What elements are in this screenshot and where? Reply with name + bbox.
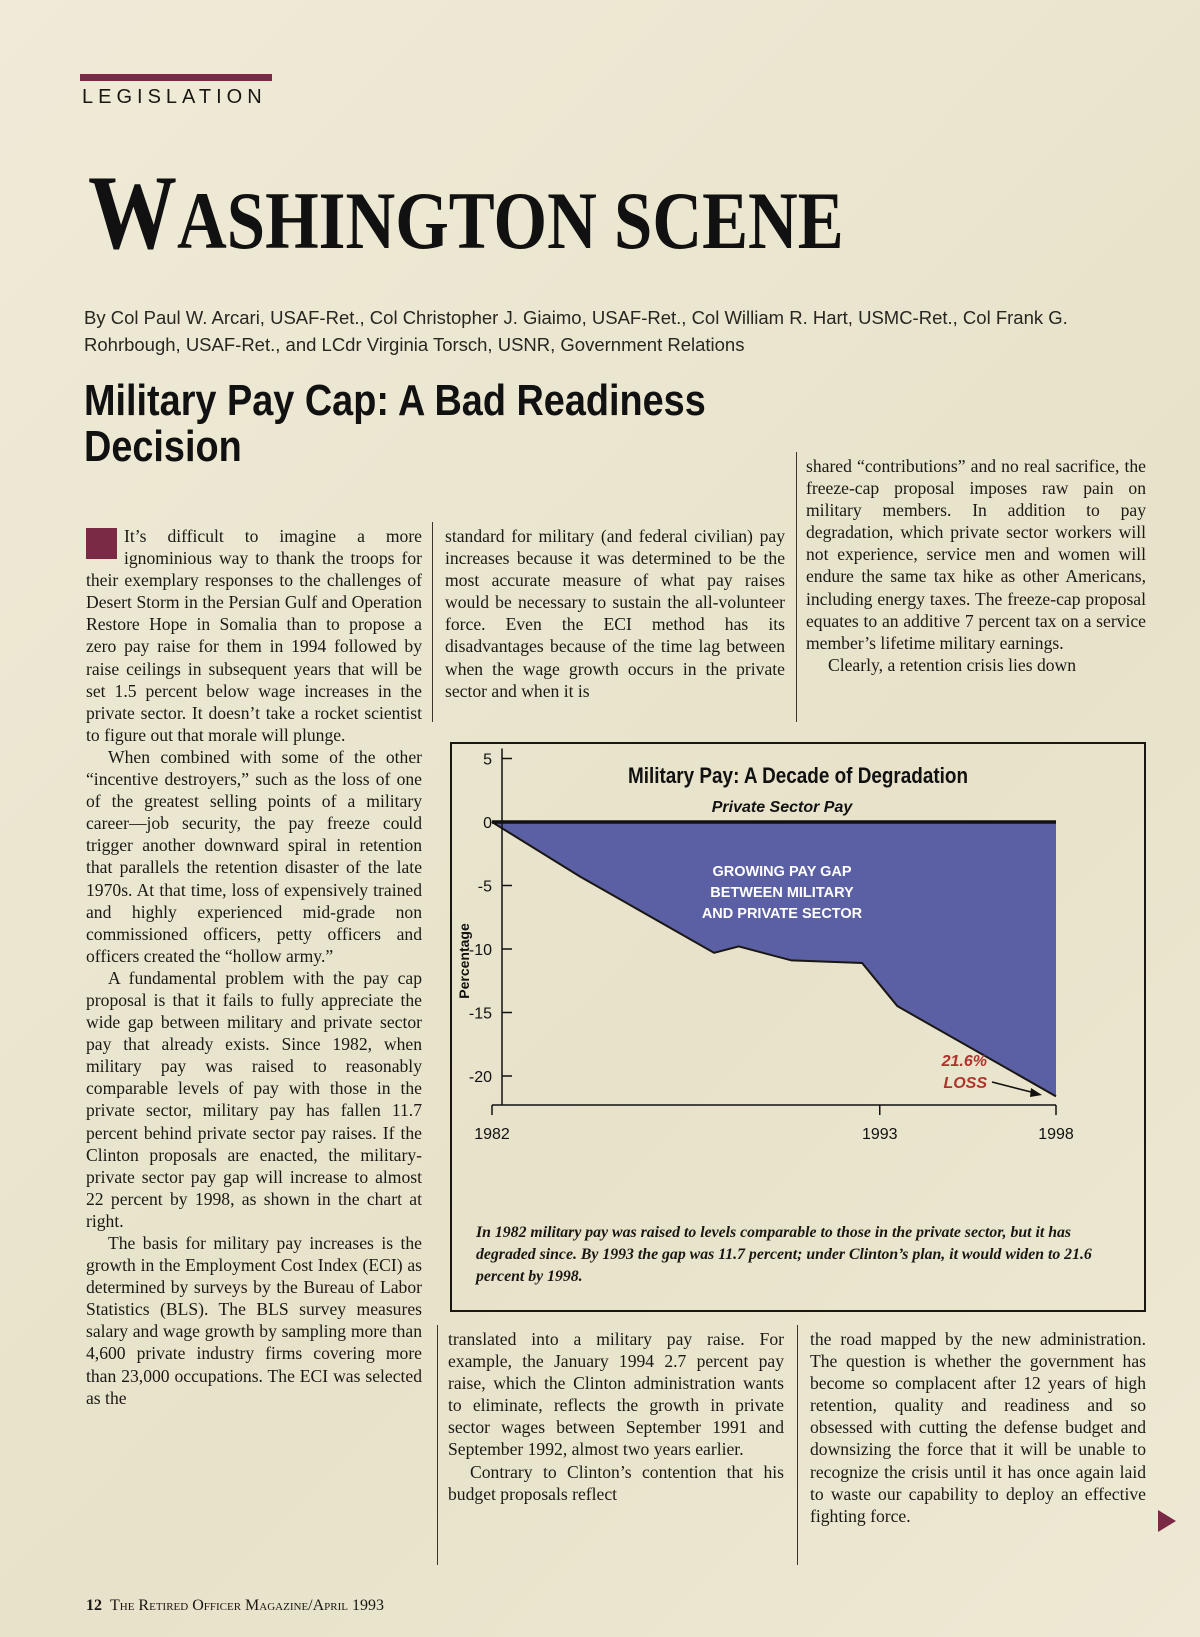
- y-tick-label: -15: [468, 1005, 492, 1023]
- article-column-3-continued: [810, 1328, 1146, 1527]
- x-tick-label: 1998: [1038, 1126, 1074, 1144]
- page-footer: [86, 1597, 384, 1615]
- loss-arrow-head-icon: [1030, 1088, 1042, 1097]
- masthead-rest: ASHINGTON SCENE: [177, 175, 844, 266]
- paragraph: Clearly, a retention crisis lies down: [828, 654, 1077, 675]
- column-divider: [432, 522, 433, 722]
- paragraph: the road mapped by the new administration. The question is whether the government has become so complacent after 12 years of high retention, quality and readiness and so obsessed with cutting the defense budget and downsizing the force that it will be unable to recognize the crisis until it has once again laid to waste our capability to deploy an effective fighting force.: [810, 1329, 1146, 1526]
- x-tick-label: 1993: [861, 1126, 898, 1144]
- chart-caption: In 1982 military pay was raised to levels comparable to those in the private sector, but it has degraded since. By 1993 the gap was 11.7 percent; under Clinton’s plan, it would widen to 21.6 percent by 1998.: [476, 1224, 1092, 1285]
- article-column-2: [445, 525, 785, 702]
- byline: By Col Paul W. Arcari, USAF-Ret., Col Christopher J. Giaimo, USAF-Ret., Col William R. Hart, USMC-Ret., Col Frank G. Rohrbough, USAF-Ret., and LCdr Virginia Torsch, USNR, Government Relations: [84, 307, 1068, 355]
- continue-arrow-icon: [1158, 1510, 1176, 1532]
- column-divider: [437, 1325, 438, 1565]
- paragraph: The basis for military pay increases is the growth in the Employment Cost Index (ECI) as determined by surveys by the Bureau of Labor Statistics (BLS). The BLS survey measures salary and wage growth by sampling more than 4,600 private industry firms covering more than 23,000 occupations. The ECI was selected as the: [86, 1233, 422, 1408]
- column-divider: [797, 1325, 798, 1565]
- article-column-3: [806, 455, 1146, 676]
- paragraph: It’s difficult to imagine a more ignominious way to thank the troops for their exemplary responses to the challenges of Desert Storm in the Persian Gulf and Operation Restore Hope in Somalia than to propose a zero pay raise for them in 1994 followed by raise ceilings in subsequent years that will be set 1.5 percent below wage increases in the private sector. It doesn’t take a rocket scientist to figure out that morale will plunge.: [86, 526, 422, 745]
- drop-cap-block: [86, 528, 117, 559]
- y-axis-label: Percentage: [456, 923, 472, 999]
- y-tick-label: 5: [483, 751, 492, 769]
- paragraph: Contrary to Clinton’s contention that his budget proposals reflect: [448, 1461, 784, 1504]
- publication-name: The Retired Officer Magazine/April 1993: [110, 1597, 384, 1614]
- y-tick-label: 0: [483, 815, 492, 832]
- gap-label-line: GROWING PAY GAP: [712, 864, 852, 880]
- chart-box: [450, 742, 1146, 1312]
- column-divider: [796, 452, 797, 722]
- loss-label-line: LOSS: [943, 1075, 987, 1092]
- paragraph: When combined with some of the other “incentive destroyers,” such as the loss of one of the greatest selling points of a military career—job security, the pay freeze could trigger another downward spiral in retention that parallels the retention disaster of the late 1970s. At that time, loss of expensively trained and highly experienced mid-grade non commissioned officers, petty officers and officers created the “hollow army.”: [86, 746, 422, 966]
- y-tick-label: -10: [468, 942, 492, 959]
- paragraph: A fundamental problem with the pay cap proposal is that it fails to fully appreciate the wide gap between military and private sector pay that already exists. Since 1982, when military pay was raised to reasonably comparable levels of pay with those in the private sector, military pay has fallen 11.7 percent behind private sector pay raises. If the Clinton proposals are enacted, the military-private sector pay gap will increase to almost 22 percent by 1998, as shown in the chart at right.: [86, 967, 422, 1231]
- section-rule: [80, 74, 272, 81]
- chart-title: Military Pay: A Decade of Degradation: [627, 763, 969, 789]
- article-column-2-continued: [448, 1328, 784, 1505]
- gap-label-line: BETWEEN MILITARY: [710, 885, 854, 901]
- y-tick-label: -5: [477, 878, 492, 896]
- paragraph: shared “contributions” and no real sacrifice, the freeze-cap proposal imposes raw pain on military members. In addition to pay degradation, which private sector workers will not experience, service men and women will endure the same tax hike as other Americans, including energy taxes. The freeze-cap proposal equates to an additive 7 percent tax on a service member’s lifetime military earnings.: [806, 456, 1146, 653]
- section-label: LEGISLATION: [82, 86, 267, 108]
- page-number: 12: [86, 1597, 102, 1614]
- masthead-initial: W: [88, 154, 178, 271]
- gap-label-line: AND PRIVATE SECTOR: [701, 906, 863, 922]
- article-headline: Military Pay Cap: A Bad Readiness Decision: [84, 376, 706, 471]
- paragraph: standard for military (and federal civilian) pay increases because it was determined to be the most accurate measure of what pay raises would be necessary to sustain the all-volunteer force. Even the ECI method has its disadvantages because of the time lag between when the wage growth occurs in the private sector and when it is: [445, 526, 785, 701]
- y-tick-label: -20: [468, 1069, 492, 1086]
- loss-arrow-line: [992, 1082, 1035, 1093]
- masthead-title: [88, 154, 844, 271]
- x-tick-label: 1982: [474, 1126, 510, 1144]
- article-column-1: [86, 525, 422, 1409]
- loss-label-line: 21.6%: [941, 1053, 987, 1070]
- paragraph: translated into a military pay raise. For example, the January 1994 2.7 percent pay raise, which the Clinton administration wants to eliminate, reflects the growth in private sector wages between September 1991 and September 1992, almost two years earlier.: [448, 1329, 784, 1460]
- private-sector-label: Private Sector Pay: [711, 799, 853, 816]
